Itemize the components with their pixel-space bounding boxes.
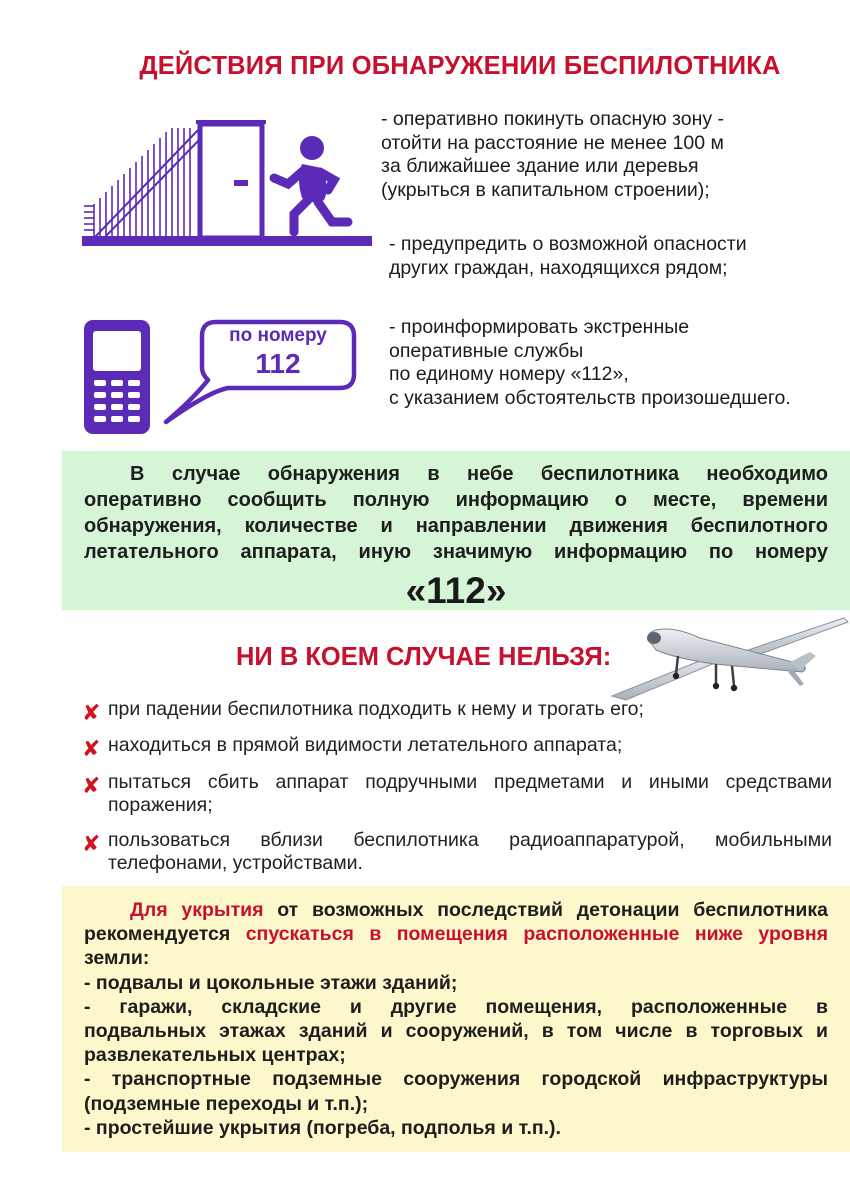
prohibited-item [82, 771, 832, 817]
bubble-number: 112 [255, 348, 301, 379]
prohibited-item-text: пытаться сбить аппарат подручными предметами и иными средствами поражения; [108, 771, 832, 816]
notice-line: В случае обнаружения в небе беспилотника необходимо [130, 463, 828, 485]
shelter-text: рекомендуется [84, 923, 246, 946]
prohibited-item [82, 829, 832, 875]
mobile-phone-icon [82, 318, 152, 436]
prohibited-item-text: пользоваться вблизи беспилотника радиоаппаратурой, мобильными телефонами, устройствами. [108, 829, 832, 874]
cross-icon: ✘ [82, 701, 101, 726]
shelter-item: (подземные переходы и т.п.); [84, 1092, 369, 1115]
cross-icon: ✘ [82, 737, 101, 762]
shelter-item: - гаражи, складские и другие помещения, расположенные в [84, 995, 828, 1018]
text-line: с указанием обстоятельств произошедшего. [389, 386, 791, 409]
page-title: ДЕЙСТВИЯ ПРИ ОБНАРУЖЕНИИ БЕСПИЛОТНИКА [139, 52, 781, 80]
prohibited-item-text: при падении беспилотника подходить к нему и трогать его; [108, 698, 644, 720]
shelter-intro-line [84, 922, 828, 946]
text-line: оперативные службы [389, 339, 584, 362]
text-line: по единому номеру «112», [389, 363, 629, 385]
cross-icon: ✘ [82, 832, 101, 857]
bubble-label: по номеру [229, 325, 327, 346]
text-line: - проинформировать экстренные [389, 316, 690, 338]
shelter-highlight: земли: [84, 947, 150, 970]
shelter-item: развлекательных центрах; [84, 1044, 346, 1067]
shelter-intro-line [84, 898, 828, 922]
shelter-item: подвальных этажах зданий и сооружений, в том числе в торговых и [84, 1020, 828, 1043]
notice-number: «112» [405, 570, 507, 611]
text-line: других граждан, находящихся рядом; [389, 256, 728, 279]
notice-line: летательного аппарата, иную значимую информацию по номеру [84, 541, 828, 563]
text-line: - предупредить о возможной опасности [389, 233, 747, 255]
notice-line: оперативно сообщить полную информацию о месте, времени [84, 489, 828, 511]
action-warn-others [389, 233, 747, 280]
text-line: отойти на расстояние не менее 100 м [381, 131, 724, 154]
shelter-item: - подвалы и цокольные этажи зданий; [84, 971, 458, 994]
shelter-highlight: Для укрытия [130, 899, 264, 921]
action-leave-zone [381, 108, 724, 202]
prohibited-heading: НИ В КОЕМ СЛУЧАЕ НЕЛЬЗЯ: [236, 643, 612, 671]
cross-icon: ✘ [82, 774, 101, 799]
text-line: за ближайшее здание или деревья [381, 155, 699, 177]
shelter-highlight: спускаться в помещения расположенные ниже уровня [245, 923, 828, 946]
prohibited-item [82, 698, 832, 726]
shelter-item: - транспортные подземные сооружения городской инфраструктуры [84, 1068, 828, 1091]
prohibited-item [82, 734, 832, 762]
notice-line: обнаружения, количестве и направлении движения беспилотного [84, 515, 828, 537]
action-inform-services [389, 316, 791, 410]
shelter-box [62, 886, 850, 1152]
notice-box [62, 451, 850, 610]
text-line: (укрыться в капитальном строении); [381, 178, 710, 201]
shelter-text: от возможных последствий детонации беспилотника [263, 899, 828, 921]
shelter-item: - простейшие укрытия (погреба, подполья и т.п.). [84, 1116, 561, 1139]
drone-image [604, 612, 850, 704]
prohibited-item-text: находиться в прямой видимости летательного аппарата; [108, 734, 623, 756]
evacuation-exit-icon [82, 118, 372, 246]
text-line: - оперативно покинуть опасную зону - [381, 108, 725, 130]
